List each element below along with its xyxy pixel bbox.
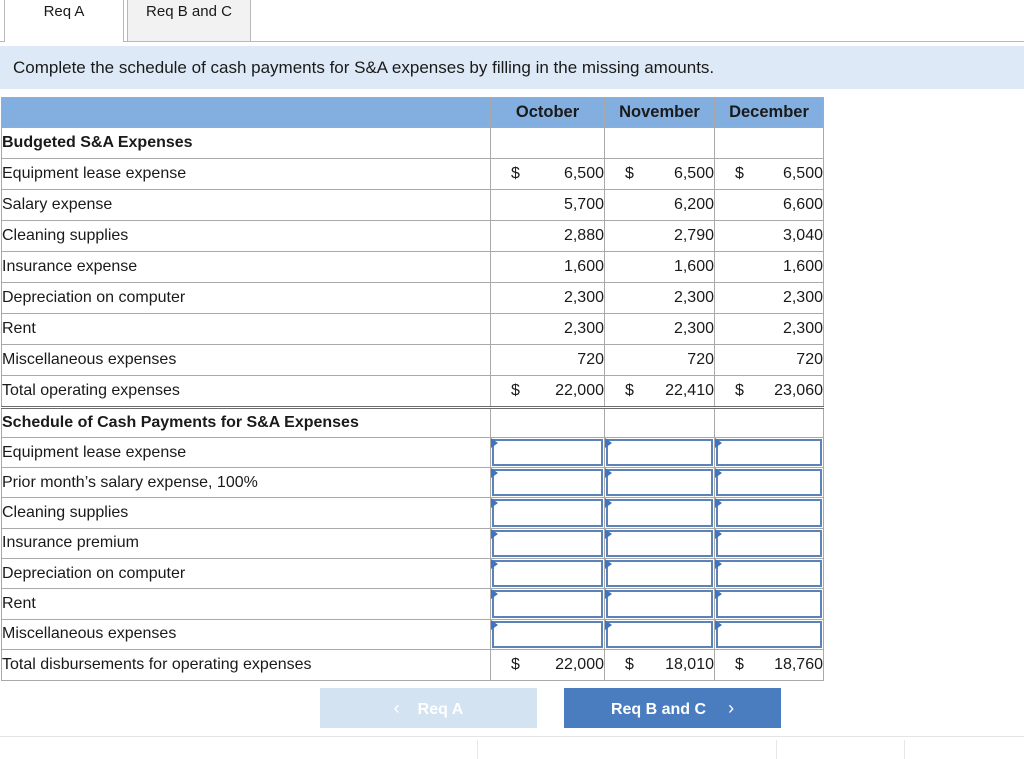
cash-payment-row <box>2 619 824 649</box>
dollar-sign: $ <box>511 164 520 182</box>
footer-divider-tick <box>904 740 905 759</box>
value-cell-november <box>605 344 715 375</box>
amount-value: 720 <box>687 350 714 368</box>
dollar-sign: $ <box>511 655 520 673</box>
amount-value: 2,880 <box>563 226 604 244</box>
amount-input-cell-november[interactable] <box>605 528 715 558</box>
amount-value: 1,600 <box>673 257 714 275</box>
empty-cell <box>715 128 824 158</box>
amount-value: 23,060 <box>774 381 823 399</box>
dollar-sign: $ <box>625 164 634 182</box>
tab-req-a-label: Req A <box>43 3 85 20</box>
value-cell-december <box>715 649 824 680</box>
row-label: Equipment lease expense <box>2 437 491 467</box>
input-marker-icon <box>605 468 612 478</box>
amount-input-cell-october[interactable] <box>491 528 605 558</box>
amount-input-cell-october[interactable] <box>491 619 605 649</box>
footer-divider-tick <box>776 740 777 759</box>
budget-row <box>2 158 824 189</box>
row-label: Total operating expenses <box>2 375 491 407</box>
value-cell-november <box>605 282 715 313</box>
cash-payments-schedule-heading: Schedule of Cash Payments for S&A Expenses <box>2 407 491 437</box>
amount-input-december[interactable] <box>716 469 822 496</box>
empty-cell <box>715 407 824 437</box>
value-cell-october <box>491 158 605 189</box>
value-cell-october <box>491 220 605 251</box>
amount-value: 6,500 <box>782 164 823 182</box>
input-marker-icon <box>605 589 612 599</box>
value-cell-november <box>605 375 715 407</box>
input-marker-icon <box>491 498 498 508</box>
input-marker-icon <box>715 559 722 569</box>
amount-input-october[interactable] <box>492 621 603 648</box>
amount-input-november[interactable] <box>606 499 713 526</box>
input-marker-icon <box>715 620 722 630</box>
amount-input-december[interactable] <box>716 560 822 587</box>
row-label: Depreciation on computer <box>2 282 491 313</box>
input-marker-icon <box>491 529 498 539</box>
amount-input-november[interactable] <box>606 439 713 466</box>
value-cell-december <box>715 313 824 344</box>
cash-payment-row <box>2 498 824 528</box>
value-cell-december <box>715 220 824 251</box>
column-header-november: November <box>605 98 715 128</box>
amount-value: 3,040 <box>782 226 823 244</box>
amount-value: 22,000 <box>555 381 604 399</box>
amount-input-october[interactable] <box>492 590 603 617</box>
cash-payment-row <box>2 589 824 619</box>
tab-req-b-and-c-label: Req B and C <box>146 3 232 20</box>
value-cell-december <box>715 375 824 407</box>
row-label: Insurance expense <box>2 251 491 282</box>
amount-value: 2,790 <box>673 226 714 244</box>
amount-input-december[interactable] <box>716 439 822 466</box>
budget-row <box>2 344 824 375</box>
input-marker-icon <box>605 438 612 448</box>
amount-input-cell-december[interactable] <box>715 437 824 467</box>
budget-row <box>2 220 824 251</box>
prev-req-a-button[interactable] <box>320 688 537 728</box>
dollar-sign: $ <box>511 381 520 399</box>
input-marker-icon <box>605 620 612 630</box>
amount-input-november[interactable] <box>606 560 713 587</box>
budget-row <box>2 282 824 313</box>
amount-value: 5,700 <box>563 195 604 213</box>
empty-cell <box>491 407 605 437</box>
amount-input-cell-november[interactable] <box>605 589 715 619</box>
empty-cell <box>491 128 605 158</box>
value-cell-november <box>605 189 715 220</box>
dollar-sign: $ <box>735 381 744 399</box>
value-cell-december <box>715 158 824 189</box>
amount-input-cell-december[interactable] <box>715 468 824 498</box>
amount-value: 18,010 <box>665 655 714 673</box>
value-cell-october <box>491 344 605 375</box>
total-operating-expenses-row <box>2 375 824 407</box>
budget-row <box>2 251 824 282</box>
dollar-sign: $ <box>625 381 634 399</box>
budget-row <box>2 313 824 344</box>
input-marker-icon <box>491 559 498 569</box>
amount-input-cell-december[interactable] <box>715 559 824 589</box>
row-label: Cleaning supplies <box>2 220 491 251</box>
amount-value: 720 <box>796 350 823 368</box>
amount-input-december[interactable] <box>716 499 822 526</box>
column-header-december: December <box>715 98 824 128</box>
input-marker-icon <box>605 498 612 508</box>
budgeted-sa-expenses-heading: Budgeted S&A Expenses <box>2 128 491 158</box>
amount-value: 22,000 <box>555 655 604 673</box>
value-cell-december <box>715 282 824 313</box>
row-label: Rent <box>2 589 491 619</box>
amount-input-december[interactable] <box>716 621 822 648</box>
amount-input-november[interactable] <box>606 469 713 496</box>
value-cell-november <box>605 313 715 344</box>
value-cell-october <box>491 313 605 344</box>
header-label-cell <box>2 98 491 128</box>
amount-value: 1,600 <box>782 257 823 275</box>
input-marker-icon <box>715 589 722 599</box>
empty-cell <box>605 407 715 437</box>
value-cell-december <box>715 189 824 220</box>
amount-input-cell-october[interactable] <box>491 589 605 619</box>
dollar-sign: $ <box>735 164 744 182</box>
amount-value: 18,760 <box>774 655 823 673</box>
amount-value: 2,300 <box>782 319 823 337</box>
amount-value: 6,500 <box>563 164 604 182</box>
prev-button-label: Req A <box>417 701 464 718</box>
next-req-b-and-c-button[interactable] <box>564 688 781 728</box>
amount-input-cell-november[interactable] <box>605 619 715 649</box>
dollar-sign: $ <box>625 655 634 673</box>
input-marker-icon <box>605 559 612 569</box>
amount-input-cell-november[interactable] <box>605 559 715 589</box>
next-button-label: Req B and C <box>610 701 707 718</box>
input-marker-icon <box>491 620 498 630</box>
row-label: Insurance premium <box>2 528 491 558</box>
value-cell-december <box>715 251 824 282</box>
cash-payments-schedule-table <box>1 97 824 681</box>
value-cell-december <box>715 344 824 375</box>
budget-row <box>2 189 824 220</box>
amount-input-cell-november[interactable] <box>605 498 715 528</box>
value-cell-october <box>491 282 605 313</box>
chevron-right-icon: › <box>728 698 735 718</box>
row-label: Rent <box>2 313 491 344</box>
value-cell-november <box>605 220 715 251</box>
amount-value: 22,410 <box>665 381 714 399</box>
column-header-october: October <box>491 98 605 128</box>
input-marker-icon <box>491 438 498 448</box>
cash-payment-row <box>2 559 824 589</box>
value-cell-october <box>491 649 605 680</box>
amount-value: 2,300 <box>563 288 604 306</box>
amount-input-cell-december[interactable] <box>715 619 824 649</box>
input-marker-icon <box>715 498 722 508</box>
value-cell-october <box>491 375 605 407</box>
chevron-left-icon: ‹ <box>393 698 400 718</box>
tab-baseline <box>0 41 1024 42</box>
amount-input-october[interactable] <box>492 439 603 466</box>
row-label: Cleaning supplies <box>2 498 491 528</box>
amount-input-cell-october[interactable] <box>491 437 605 467</box>
value-cell-november <box>605 649 715 680</box>
row-label: Miscellaneous expenses <box>2 619 491 649</box>
amount-input-november[interactable] <box>606 621 713 648</box>
input-marker-icon <box>491 468 498 478</box>
input-marker-icon <box>715 529 722 539</box>
amount-input-cell-november[interactable] <box>605 468 715 498</box>
input-marker-icon <box>605 529 612 539</box>
amount-value: 2,300 <box>673 319 714 337</box>
amount-value: 6,600 <box>782 195 823 213</box>
amount-value: 2,300 <box>673 288 714 306</box>
value-cell-october <box>491 189 605 220</box>
amount-input-cell-december[interactable] <box>715 498 824 528</box>
value-cell-november <box>605 158 715 189</box>
amount-value: 2,300 <box>782 288 823 306</box>
cash-payment-row <box>2 437 824 467</box>
tab-req-a[interactable] <box>4 0 124 42</box>
amount-input-november[interactable] <box>606 530 713 557</box>
amount-value: 6,200 <box>673 195 714 213</box>
value-cell-november <box>605 251 715 282</box>
row-label: Miscellaneous expenses <box>2 344 491 375</box>
cash-payment-row <box>2 528 824 558</box>
header-row <box>2 98 824 128</box>
amount-input-october[interactable] <box>492 469 603 496</box>
requirement-tabs <box>0 0 1024 42</box>
amount-value: 1,600 <box>563 257 604 275</box>
cash-payment-row <box>2 468 824 498</box>
amount-input-october[interactable] <box>492 530 603 557</box>
input-marker-icon <box>715 438 722 448</box>
amount-input-october[interactable] <box>492 499 603 526</box>
row-label: Depreciation on computer <box>2 559 491 589</box>
row-label: Salary expense <box>2 189 491 220</box>
input-marker-icon <box>491 589 498 599</box>
amount-input-december[interactable] <box>716 590 822 617</box>
amount-value: 2,300 <box>563 319 604 337</box>
amount-input-cell-december[interactable] <box>715 589 824 619</box>
input-marker-icon <box>715 468 722 478</box>
empty-cell <box>605 128 715 158</box>
dollar-sign: $ <box>735 655 744 673</box>
amount-input-november[interactable] <box>606 590 713 617</box>
amount-input-cell-october[interactable] <box>491 559 605 589</box>
amount-input-cell-october[interactable] <box>491 468 605 498</box>
total-disbursements-row <box>2 649 824 680</box>
amount-input-cell-november[interactable] <box>605 437 715 467</box>
cash-payments-schedule-row <box>2 407 824 437</box>
footer-divider-tick <box>477 740 478 759</box>
footer-divider <box>0 736 1024 737</box>
instruction-text: Complete the schedule of cash payments for S&A expenses by filling in the missing amounts. <box>0 46 1024 89</box>
row-label: Prior month’s salary expense, 100% <box>2 468 491 498</box>
amount-input-december[interactable] <box>716 530 822 557</box>
amount-value: 6,500 <box>673 164 714 182</box>
row-label: Equipment lease expense <box>2 158 491 189</box>
budgeted-sa-expenses-row <box>2 128 824 158</box>
tab-req-b-and-c[interactable] <box>127 0 251 41</box>
amount-value: 720 <box>577 350 604 368</box>
value-cell-october <box>491 251 605 282</box>
amount-input-cell-october[interactable] <box>491 498 605 528</box>
row-label: Total disbursements for operating expenses <box>2 649 491 680</box>
amount-input-cell-december[interactable] <box>715 528 824 558</box>
amount-input-october[interactable] <box>492 560 603 587</box>
